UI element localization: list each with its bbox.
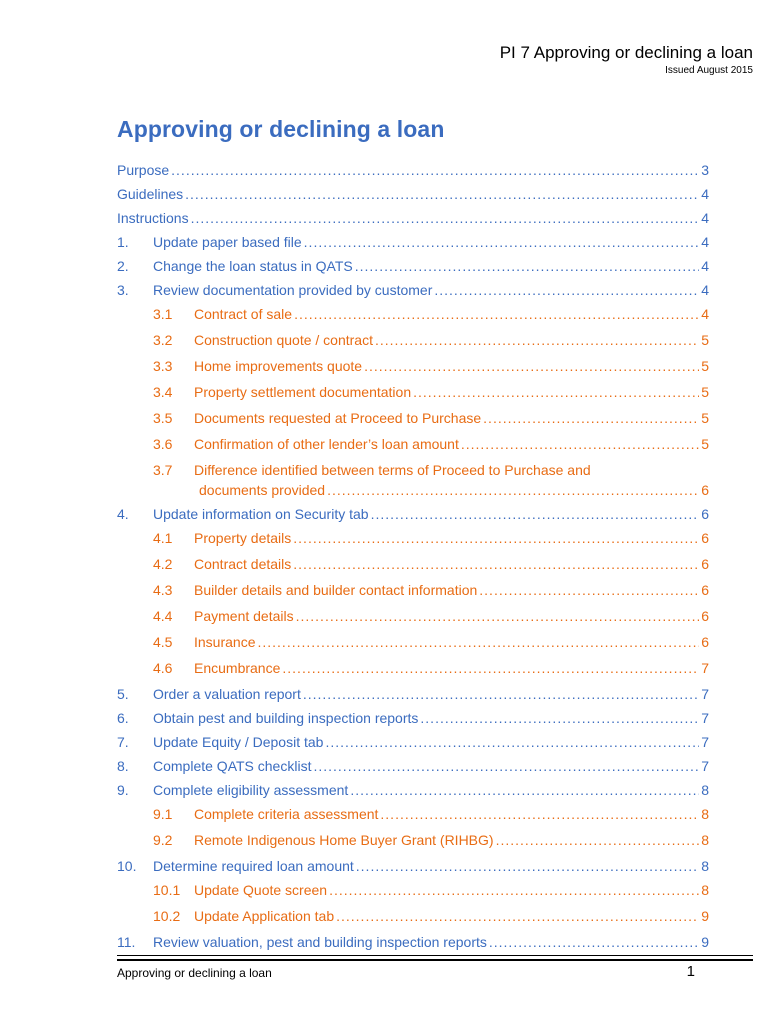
toc-entry-label: Property settlement documentation	[194, 384, 412, 400]
toc-entry[interactable]	[117, 906, 709, 932]
toc-dot-leader	[496, 830, 700, 850]
toc-entry-page: 6	[701, 608, 709, 624]
toc-entry[interactable]	[117, 256, 709, 280]
toc-entry-page: 4	[701, 258, 709, 274]
toc-entry-page: 8	[701, 782, 709, 798]
toc-entry-page: 5	[701, 410, 709, 426]
toc-dot-leader	[296, 606, 700, 626]
toc-entry[interactable]	[117, 208, 709, 232]
toc-entry-label: Update Application tab	[194, 908, 335, 924]
toc-dot-leader	[350, 780, 699, 800]
toc-dot-leader	[185, 184, 699, 204]
toc-dot-leader	[293, 554, 699, 574]
toc-entry[interactable]	[117, 580, 709, 606]
toc-entry-label: Insurance	[194, 634, 256, 650]
toc-entry-page: 5	[701, 358, 709, 374]
footer-divider-thick	[117, 959, 753, 961]
toc-entry-number: 3.2	[153, 332, 173, 348]
toc-entry[interactable]	[117, 658, 709, 684]
toc-entry-number: 4.5	[153, 634, 173, 650]
table-of-contents	[117, 160, 709, 956]
toc-entry-label: Guidelines	[117, 186, 184, 202]
toc-dot-leader	[293, 528, 699, 548]
toc-entry-label-continued: documents provided	[199, 482, 326, 498]
toc-entry-page: 4	[701, 306, 709, 322]
header-issued-date: Issued August 2015	[665, 65, 753, 76]
toc-entry-number: 3.6	[153, 436, 173, 452]
toc-dot-leader	[375, 330, 699, 350]
toc-entry[interactable]	[117, 804, 709, 830]
footer-divider	[117, 955, 753, 956]
toc-entry[interactable]	[117, 830, 709, 856]
toc-entry-number: 4.6	[153, 660, 173, 676]
toc-entry-number: 4.2	[153, 556, 173, 572]
toc-entry-label: Difference identified between terms of Proceed to Purchase and	[194, 462, 591, 478]
running-header	[500, 43, 753, 77]
toc-dot-leader	[191, 208, 700, 228]
toc-entry-page: 6	[701, 634, 709, 650]
toc-entry-page: 5	[701, 332, 709, 348]
toc-entry-label: Confirmation of other lender’s loan amount	[194, 436, 459, 452]
toc-entry-number: 3.7	[153, 462, 173, 478]
toc-entry[interactable]	[117, 880, 709, 906]
toc-dot-leader	[483, 408, 699, 428]
toc-entry[interactable]	[117, 382, 709, 408]
toc-entry-page: 6	[701, 482, 709, 498]
toc-entry[interactable]	[117, 408, 709, 434]
toc-entry-page: 8	[701, 832, 709, 848]
toc-entry-page: 6	[701, 556, 709, 572]
toc-dot-leader	[420, 708, 699, 728]
toc-entry-number: 3.5	[153, 410, 173, 426]
toc-dot-leader	[303, 684, 699, 704]
toc-entry[interactable]	[117, 554, 709, 580]
toc-entry-number: 9.	[117, 782, 129, 798]
toc-entry-label: Contract of sale	[194, 306, 293, 322]
toc-entry-label: Complete QATS checklist	[153, 758, 312, 774]
toc-dot-leader	[479, 580, 699, 600]
toc-entry-page: 5	[701, 384, 709, 400]
toc-dot-leader	[461, 434, 699, 454]
toc-entry-label: Documents requested at Proceed to Purchase	[194, 410, 482, 426]
toc-dot-leader	[329, 880, 699, 900]
toc-entry-number: 1.	[117, 234, 129, 250]
footer-title: Approving or declining a loan	[117, 966, 272, 980]
toc-entry-number: 11.	[117, 934, 136, 950]
toc-dot-leader	[355, 256, 699, 276]
toc-entry-label: Update Equity / Deposit tab	[153, 734, 324, 750]
toc-entry-label: Payment details	[194, 608, 294, 624]
toc-entry-number: 7.	[117, 734, 129, 750]
toc-entry-label: Property details	[194, 530, 292, 546]
toc-entry-page: 7	[701, 710, 709, 726]
toc-entry[interactable]	[117, 280, 709, 304]
toc-entry-number: 10.2	[153, 908, 181, 924]
toc-entry-number: 3.1	[153, 306, 173, 322]
toc-entry[interactable]	[117, 780, 709, 804]
toc-entry-page: 6	[701, 506, 709, 522]
toc-entry-number: 5.	[117, 686, 129, 702]
toc-entry[interactable]	[117, 684, 709, 708]
toc-dot-leader	[325, 732, 699, 752]
toc-entry-number: 2.	[117, 258, 129, 274]
toc-dot-leader	[294, 304, 699, 324]
toc-entry-page: 4	[701, 282, 709, 298]
toc-entry-number: 10.1	[153, 882, 181, 898]
toc-entry[interactable]	[117, 504, 709, 528]
toc-entry[interactable]	[117, 756, 709, 780]
toc-dot-leader	[380, 804, 699, 824]
toc-entry-page: 8	[701, 882, 709, 898]
toc-entry-label: Review documentation provided by customer	[153, 282, 433, 298]
toc-entry[interactable]	[117, 460, 709, 504]
toc-entry-number: 9.1	[153, 806, 173, 822]
page-title: Approving or declining a loan	[117, 116, 445, 142]
toc-entry-number: 10.	[117, 858, 137, 874]
toc-entry-page: 8	[701, 858, 709, 874]
header-title: PI 7 Approving or declining a loan	[499, 43, 753, 62]
toc-entry-number: 9.2	[153, 832, 173, 848]
toc-entry-label: Construction quote / contract	[194, 332, 373, 348]
toc-entry-label: Builder details and builder contact information	[194, 582, 478, 598]
toc-entry-page: 7	[701, 734, 709, 750]
toc-entry-label: Home improvements quote	[194, 358, 363, 374]
toc-entry-label: Update information on Security tab	[153, 506, 369, 522]
toc-dot-leader	[336, 906, 699, 926]
toc-dot-leader	[371, 504, 700, 524]
toc-dot-leader	[282, 658, 699, 678]
toc-entry[interactable]	[117, 606, 709, 632]
toc-dot-leader	[313, 756, 699, 776]
toc-entry-number: 8.	[117, 758, 129, 774]
toc-entry-number: 4.3	[153, 582, 173, 598]
toc-entry-page: 4	[701, 186, 709, 202]
toc-entry-label: Purpose	[117, 162, 170, 178]
toc-entry-page: 7	[701, 686, 709, 702]
toc-dot-leader	[257, 632, 699, 652]
page-number: 1	[686, 963, 695, 980]
toc-entry[interactable]	[117, 434, 709, 460]
toc-entry[interactable]	[117, 708, 709, 732]
toc-entry-number: 3.3	[153, 358, 173, 374]
toc-entry-page: 6	[701, 530, 709, 546]
toc-dot-leader	[171, 160, 699, 180]
toc-entry-label: Determine required loan amount	[153, 858, 354, 874]
toc-entry-number: 3.	[117, 282, 129, 298]
toc-entry-label: Complete eligibility assessment	[153, 782, 349, 798]
toc-dot-leader	[413, 382, 699, 402]
toc-entry-label: Instructions	[117, 210, 189, 226]
toc-entry-page: 9	[701, 908, 709, 924]
toc-entry-label: Obtain pest and building inspection reports	[153, 710, 419, 726]
toc-entry-label: Order a valuation report	[153, 686, 301, 702]
toc-entry[interactable]	[117, 632, 709, 658]
toc-entry-label: Update paper based file	[153, 234, 302, 250]
toc-entry-number: 6.	[117, 710, 129, 726]
toc-entry-label: Complete criteria assessment	[194, 806, 379, 822]
toc-entry-page: 7	[701, 660, 709, 676]
toc-entry[interactable]	[117, 856, 709, 880]
toc-entry-number: 4.1	[153, 530, 173, 546]
toc-entry-page: 8	[701, 806, 709, 822]
toc-entry[interactable]	[117, 330, 709, 356]
toc-entry-page: 4	[701, 210, 709, 226]
toc-entry-label: Contract details	[194, 556, 292, 572]
toc-entry-label: Update Quote screen	[194, 882, 328, 898]
toc-entry-label: Change the loan status in QATS	[153, 258, 353, 274]
toc-entry[interactable]	[117, 184, 709, 208]
toc-dot-leader	[489, 932, 699, 952]
toc-dot-leader	[356, 856, 699, 876]
toc-entry-label: Encumbrance	[194, 660, 281, 676]
toc-entry-number: 4.4	[153, 608, 173, 624]
toc-entry-number: 4.	[117, 506, 129, 522]
toc-dot-leader	[434, 280, 699, 300]
toc-entry-number: 3.4	[153, 384, 173, 400]
toc-entry[interactable]	[117, 304, 709, 330]
toc-entry-page: 6	[701, 582, 709, 598]
toc-entry[interactable]	[117, 932, 709, 956]
toc-entry[interactable]	[117, 732, 709, 756]
toc-entry-page: 7	[701, 758, 709, 774]
toc-entry[interactable]	[117, 232, 709, 256]
toc-dot-leader	[304, 232, 700, 252]
toc-entry[interactable]	[117, 356, 709, 382]
toc-entry[interactable]	[117, 160, 709, 184]
toc-dot-leader	[327, 480, 699, 500]
toc-entry-page: 9	[701, 934, 709, 950]
toc-entry-page: 4	[701, 234, 709, 250]
toc-entry-label: Review valuation, pest and building inspection reports	[153, 934, 487, 950]
toc-dot-leader	[364, 356, 699, 376]
toc-entry[interactable]	[117, 528, 709, 554]
toc-entry-page: 5	[701, 436, 709, 452]
toc-entry-label: Remote Indigenous Home Buyer Grant (RIHBG)	[194, 832, 494, 848]
toc-entry-page: 3	[701, 162, 709, 178]
